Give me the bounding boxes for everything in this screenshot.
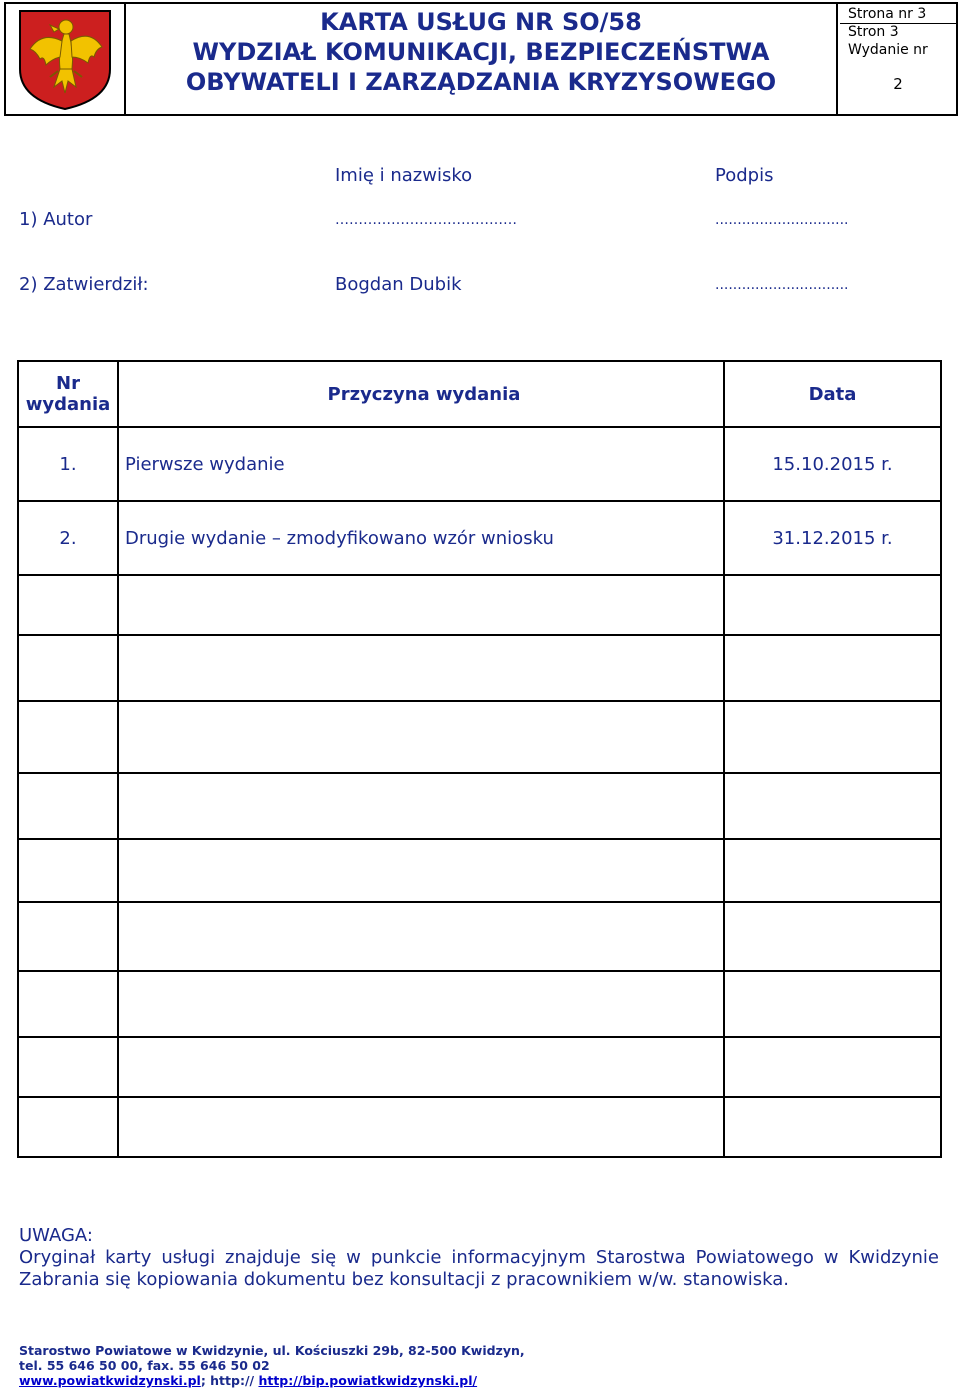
approved-name: Bogdan Dubik	[335, 274, 462, 295]
col-sign-heading: Podpis	[715, 165, 774, 186]
footer-links	[19, 1373, 525, 1388]
empty-row	[18, 902, 941, 971]
approved-label: 2) Zatwierdził:	[19, 274, 149, 295]
empty-row	[18, 635, 941, 701]
empty-row	[18, 1097, 941, 1157]
author-name-field: …………………………………	[335, 212, 517, 228]
page-number: Strona nr 3	[840, 4, 956, 24]
header	[4, 2, 958, 116]
footer-phone: tel. 55 646 50 00, fax. 55 646 50 02	[19, 1358, 270, 1373]
footer-address: Starostwo Powiatowe w Kwidzynie, ul. Kościuszki 29b, 82-500 Kwidzyn,	[19, 1343, 525, 1358]
empty-row	[18, 575, 941, 635]
header-nr: Nr wydania	[18, 361, 118, 427]
header-date: Data	[724, 361, 941, 427]
edition-value: 2	[893, 75, 903, 93]
empty-row	[18, 773, 941, 839]
empty-row	[18, 701, 941, 773]
logo-cell	[6, 4, 126, 114]
header-reason: Przyczyna wydania	[118, 361, 724, 427]
author-sign-field: ..............................	[715, 212, 849, 228]
empty-row	[18, 971, 941, 1037]
department-line2: OBYWATELI I ZARZĄDZANIA KRYZYSOWEGO	[185, 68, 777, 96]
empty-row	[18, 1037, 941, 1097]
author-label: 1) Autor	[19, 209, 93, 230]
page-count: Stron 3	[848, 24, 899, 40]
edition-label: Wydanie nr	[848, 42, 928, 58]
table-row	[18, 427, 941, 501]
footer	[19, 1343, 525, 1388]
row-date: 15.10.2015 r.	[724, 427, 941, 501]
col-name-heading: Imię i nazwisko	[335, 165, 473, 186]
row-nr: 1.	[18, 427, 118, 501]
table-row	[18, 501, 941, 575]
note-line2: Zabrania się kopiowania dokumentu bez konsultacji z pracownikiem w/w. stanowiska.	[19, 1269, 789, 1290]
meta-block	[840, 4, 956, 114]
row-reason: Pierwsze wydanie	[118, 427, 724, 501]
row-nr: 2.	[18, 501, 118, 575]
empty-row	[18, 839, 941, 902]
website-link[interactable]: www.powiatkwidzynski.pl	[19, 1373, 201, 1388]
note-line1: Oryginał karty usługi znajduje się w punkcie informacyjnym Starostwa Powiatowego w Kwidzynie	[19, 1247, 939, 1268]
bip-link[interactable]: http://bip.powiatkwidzynski.pl/	[258, 1373, 478, 1388]
table-header-row	[18, 361, 941, 427]
note-title: UWAGA:	[19, 1225, 93, 1246]
note-block	[19, 1225, 939, 1291]
row-date: 31.12.2015 r.	[724, 501, 941, 575]
department-line1: WYDZIAŁ KOMUNIKACJI, BEZPIECZEŃSTWA	[192, 38, 770, 66]
title-block	[126, 4, 838, 114]
row-reason: Drugie wydanie – zmodyfikowano wzór wniosku	[118, 501, 724, 575]
coat-of-arms-icon	[14, 7, 116, 111]
card-title: KARTA USŁUG NR SO/58	[320, 8, 642, 36]
issues-table	[17, 360, 942, 1158]
links-separator: ; http://	[200, 1373, 259, 1388]
approved-sign-field: ..............................	[715, 277, 849, 293]
